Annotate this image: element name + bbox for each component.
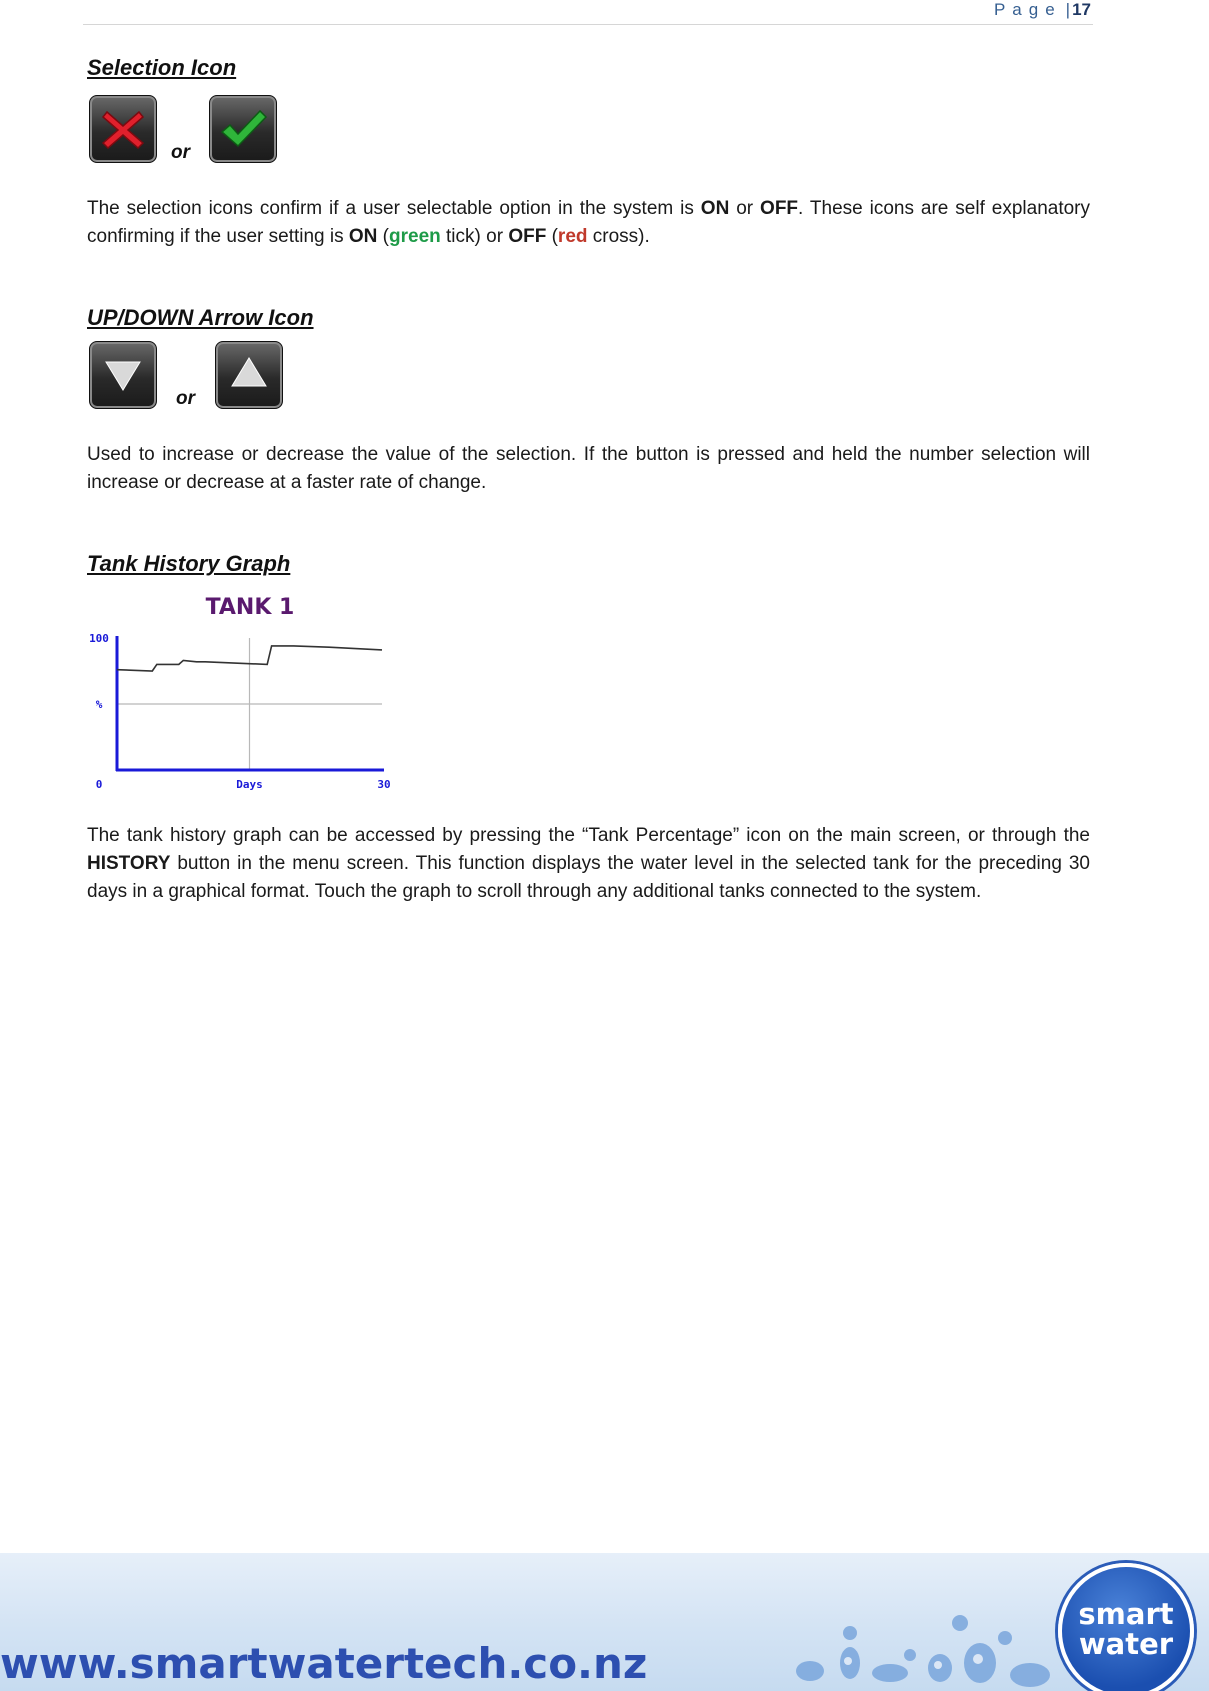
cross-icon [89,95,157,163]
section-title-updown: UP/DOWN Arrow Icon [87,305,314,330]
footer-website-url[interactable]: www.smartwatertech.co.nz [0,1639,648,1688]
logo-line-2: water [1078,1627,1174,1661]
page-header [83,0,1093,25]
page-separator: | [1065,0,1071,19]
x-tick-label-min: 0 [95,778,103,791]
y-tick-label-max: 100 [89,632,109,645]
logo-line-1: smart [1078,1597,1174,1631]
section-title-tank: Tank History Graph [87,551,291,576]
y-axis-label: % [95,698,103,711]
updown-paragraph: Used to increase or decrease the value of the selection. If the button is pressed and held the number selection will increase or decrease at a faster rate of change. [87,444,1090,493]
section-title-selection: Selection Icon [87,55,237,80]
chart-title: TANK 1 [205,595,295,620]
down-arrow-icon [89,341,157,409]
tick-icon [209,95,277,163]
x-tick-label-max: 30 [377,778,391,791]
water-splash-graphic [790,1593,1060,1691]
or-label-updown: or [176,388,195,409]
selection-paragraph: The selection icons confirm if a user selectable option in the system is ON or OFF. These icons are self explanatory confirming if the user setting is ON (green tick) or OFF (red cross). [87,198,1091,247]
tank-chart-svg [87,590,397,795]
smartwater-logo [1058,1563,1194,1691]
footer-banner [0,1553,1209,1691]
up-arrow-icon [215,341,283,409]
x-axis-label: Days [236,778,263,791]
page-number: 17 [1072,0,1091,19]
tank-paragraph: The tank history graph can be accessed by pressing the “Tank Percentage” icon on the main screen, or through the HISTORY button in the menu screen. This function displays the water level in the selected tank for the preceding 30 days in a graphical format. Touch the graph to scroll through any additional tanks connected to the system. [87,825,1090,902]
page-label: Page [993,0,1062,19]
or-label-selection: or [171,142,190,163]
tank-history-chart [87,590,397,795]
